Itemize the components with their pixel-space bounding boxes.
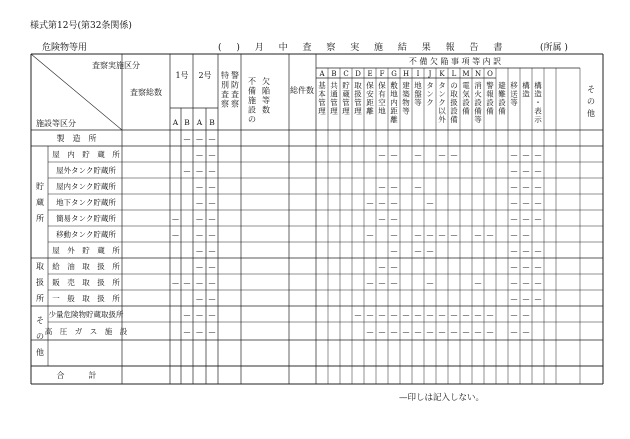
dash-mark: — — [414, 328, 422, 336]
defect-item-label: 貯 — [342, 81, 350, 90]
defect-item-label: 避 — [498, 81, 506, 90]
dash-mark: — — [390, 199, 398, 207]
dash-mark: — — [486, 311, 494, 319]
row-label: 簡易タンク貯蔵所 — [56, 214, 116, 223]
dash-mark: — — [450, 231, 458, 239]
dash-mark: — — [172, 215, 179, 223]
dash-mark: — — [378, 328, 386, 336]
dash-mark: — — [196, 279, 203, 287]
dash-mark: — — [474, 328, 482, 336]
dash-mark: — — [438, 231, 446, 239]
dash-mark: — — [438, 151, 446, 159]
row-label: 少量危険物貯蔵取扱所 — [48, 310, 124, 319]
defect-letter: E — [367, 70, 373, 78]
dash-mark: — — [438, 328, 446, 336]
col-defect-facility: 設 — [248, 105, 256, 115]
defect-header: 不 備 欠 陥 事 項 等 内 訳 — [408, 57, 502, 66]
defect-item-label: 理 — [342, 106, 350, 116]
defect-item-label: 離 — [366, 106, 374, 116]
defect-item-label: 備 — [498, 106, 506, 116]
defect-letter: A — [319, 70, 325, 78]
dash-mark: — — [208, 183, 216, 191]
defect-item-label: 蔵 — [342, 89, 350, 99]
col-sub-label: B — [184, 118, 190, 127]
dash-mark: — — [378, 151, 386, 159]
dash-mark: — — [366, 311, 374, 319]
row-label: 給 油 取 扱 所 — [52, 262, 120, 271]
dash-mark: — — [510, 263, 518, 271]
affiliation-field: (所属 ) — [540, 43, 568, 53]
dash-mark: — — [462, 311, 470, 319]
defect-letter: H — [402, 70, 410, 78]
defect-item-label: 設 — [498, 98, 506, 107]
col-special-inspection: 防 — [231, 80, 239, 90]
group-label: 取 — [36, 262, 44, 271]
dash-mark: — — [208, 279, 216, 287]
col-special-inspection: 査 — [221, 90, 229, 99]
dash-mark: — — [196, 183, 203, 191]
dash-mark: — — [390, 183, 398, 191]
dash-mark: — — [522, 231, 530, 239]
dash-mark: — — [390, 328, 398, 336]
document-title: ( ) 月 中 査 察 実 施 結 果 報 告 書 — [218, 43, 509, 53]
defect-item-label: 理 — [330, 106, 338, 116]
defect-item-label: ク — [438, 98, 446, 107]
defect-item-label: 空 — [378, 98, 386, 107]
defect-item-label: 物 — [402, 98, 410, 107]
dash-mark: — — [378, 279, 386, 287]
defect-item-label: 扱 — [450, 98, 458, 107]
dash-mark: — — [534, 247, 542, 255]
row-label: 屋内タンク貯蔵所 — [56, 182, 116, 191]
defect-item-label: 地 — [378, 106, 386, 116]
defect-item-label: 安 — [366, 89, 374, 99]
dash-mark: — — [438, 311, 446, 319]
col-defect-facility: 不 — [248, 77, 256, 86]
dash-mark: — — [486, 328, 494, 336]
dash-mark: — — [534, 167, 542, 175]
dash-mark: — — [522, 263, 530, 271]
group-label: の — [36, 332, 44, 341]
defect-item-label: 共 — [330, 81, 338, 90]
dash-mark: — — [522, 199, 530, 207]
defect-item-label: 移 — [510, 81, 518, 90]
dash-mark: — — [390, 215, 398, 223]
dash-mark: — — [414, 151, 422, 159]
defect-item-label: 外 — [438, 115, 446, 124]
dash-mark: — — [196, 263, 203, 271]
row-label: 屋 内 貯 蔵 所 — [52, 150, 120, 159]
dash-mark: — — [426, 328, 434, 336]
defect-letter: G — [391, 70, 397, 78]
dash-mark: — — [534, 199, 542, 207]
defect-item-label: 基 — [318, 81, 326, 90]
dash-mark: — — [390, 151, 398, 159]
dash-mark: — — [534, 183, 542, 191]
defect-item-label: 建 — [402, 81, 410, 90]
dash-mark: — — [366, 231, 374, 239]
dash-mark: — — [378, 215, 386, 223]
dash-mark: — — [402, 328, 410, 336]
dash-mark: — — [208, 135, 216, 143]
defect-item-label: 距 — [390, 106, 398, 116]
dash-mark: — — [450, 311, 458, 319]
dash-mark: — — [426, 231, 434, 239]
dash-mark: — — [474, 231, 482, 239]
col-other: 他 — [587, 109, 595, 118]
col-defect-facility: 欠 — [262, 77, 270, 86]
row-label: 屋 外 貯 蔵 所 — [52, 246, 120, 255]
defect-item-label: 表 — [534, 106, 542, 116]
dash-mark: — — [510, 167, 518, 175]
dash-mark: — — [208, 199, 216, 207]
dash-mark: — — [510, 199, 518, 207]
dash-mark: — — [522, 151, 530, 159]
defect-letter: B — [331, 70, 337, 78]
dash-mark: — — [208, 167, 216, 175]
dash-mark: — — [510, 279, 518, 287]
defect-item-label: 通 — [330, 89, 338, 99]
dash-mark: — — [183, 311, 191, 319]
defect-letter: O — [487, 70, 493, 78]
dash-mark: — — [183, 279, 191, 287]
defect-item-label: 内 — [390, 98, 398, 107]
dash-mark: — — [366, 328, 374, 336]
defect-letter: I — [416, 70, 420, 78]
defect-item-label: 地 — [390, 89, 398, 99]
col-sub-label: A — [172, 118, 179, 127]
defect-item-label: 管 — [318, 98, 326, 107]
defect-item-label: 造 — [522, 89, 530, 99]
row-label: 合 計 — [56, 371, 97, 380]
footnote: —印しは記入しない。 — [399, 393, 485, 403]
defect-letter: N — [474, 70, 482, 78]
dash-mark: — — [390, 311, 398, 319]
defect-item-label: 備 — [486, 106, 494, 116]
col-special-inspection: 別 — [221, 80, 229, 90]
dash-mark: — — [534, 295, 542, 303]
dash-mark: — — [196, 215, 203, 223]
defect-item-label: 盤 — [414, 89, 422, 99]
dash-mark: — — [522, 183, 530, 191]
defect-item-label: 管 — [342, 98, 350, 107]
defect-letter: D — [355, 70, 361, 78]
dash-mark: — — [196, 199, 203, 207]
defect-item-label: 示 — [534, 115, 542, 124]
defect-letter: F — [379, 70, 385, 78]
dash-mark: — — [366, 279, 374, 287]
dash-mark: — — [378, 311, 386, 319]
dash-mark: — — [183, 135, 191, 143]
dash-mark: — — [522, 167, 530, 175]
group-label: 蔵 — [36, 198, 44, 207]
defect-item-label: 等 — [402, 106, 410, 116]
defect-item-label: 電 — [462, 81, 470, 90]
defect-item-label: 取 — [354, 81, 362, 90]
defect-item-label: 管 — [354, 98, 362, 107]
col-special-inspection: 察 — [231, 99, 239, 109]
dash-mark: — — [534, 151, 542, 159]
row-label: 製 造 所 — [56, 134, 97, 143]
col-special-inspection: 特 — [221, 71, 229, 80]
dash-mark: — — [510, 328, 518, 336]
group-label: 所 — [36, 294, 44, 303]
dash-mark: — — [522, 311, 530, 319]
defect-letter: L — [451, 70, 457, 78]
col-defect-facility: 陥 — [262, 86, 270, 96]
defect-letter: K — [439, 70, 445, 78]
group-label: 他 — [36, 348, 44, 357]
col-total-items: 総件数 — [290, 86, 314, 95]
defect-item-label: 築 — [402, 89, 410, 99]
defect-item-label: 有 — [378, 89, 386, 99]
defect-item-label: 理 — [318, 106, 326, 116]
col-special-inspection: 査 — [231, 90, 239, 99]
dash-mark: — — [510, 215, 518, 223]
dash-mark: — — [196, 247, 203, 255]
dash-mark: — — [522, 215, 530, 223]
col-sub-label: A — [196, 118, 203, 127]
defect-item-label: 以 — [438, 106, 446, 116]
dash-mark: — — [510, 151, 518, 159]
dash-mark: — — [196, 151, 203, 159]
dash-mark: — — [172, 279, 179, 287]
defect-letter: J — [428, 70, 432, 78]
dash-mark: — — [450, 151, 458, 159]
defect-item-label: 構 — [534, 81, 542, 90]
row-label: 一 般 取 扱 所 — [52, 294, 120, 303]
dash-mark: — — [522, 328, 530, 336]
defect-item-label: 設 — [486, 98, 494, 107]
group-label: 扱 — [36, 278, 44, 287]
defect-item-label: 設 — [462, 98, 470, 107]
col-defect-facility: 数 — [262, 105, 270, 115]
dash-mark: — — [208, 215, 216, 223]
group-label: そ — [36, 316, 44, 325]
defect-item-label: 等 — [474, 115, 482, 124]
col-no2: 2号 — [198, 71, 212, 80]
defect-item-label: 備 — [474, 106, 482, 116]
col-defect-facility: 施 — [248, 96, 256, 105]
dash-mark: — — [426, 311, 434, 319]
defect-item-label: 送 — [510, 89, 518, 99]
dash-mark: — — [450, 328, 458, 336]
dash-mark: — — [208, 328, 216, 336]
defect-item-label: 距 — [366, 98, 374, 107]
dash-mark: — — [208, 311, 216, 319]
defect-item-label: 構 — [522, 81, 530, 90]
defect-item-label: 警 — [486, 81, 494, 90]
dash-mark: — — [462, 328, 470, 336]
dash-mark: — — [390, 279, 398, 287]
dash-mark: — — [378, 199, 386, 207]
corner-bottom-label: 施設等区分 — [36, 119, 76, 128]
dash-mark: — — [426, 247, 434, 255]
defect-letter: M — [462, 70, 470, 78]
dash-mark: — — [378, 263, 386, 271]
row-label: 屋外タンク貯蔵所 — [56, 166, 116, 175]
defect-item-label: 保 — [366, 81, 374, 90]
defect-item-label: 報 — [486, 89, 494, 99]
col-no1: 1号 — [175, 71, 189, 80]
col-other: そ — [587, 85, 595, 94]
dash-mark: — — [208, 263, 216, 271]
dash-mark: — — [390, 247, 398, 255]
defect-item-label: 火 — [474, 89, 482, 99]
defect-item-label: 敷 — [390, 81, 398, 90]
col-defect-facility: 等 — [262, 96, 270, 105]
dash-mark: — — [522, 279, 530, 287]
dash-mark: — — [414, 311, 422, 319]
dash-mark: — — [534, 279, 542, 287]
col-total-count: 査察総数 — [130, 88, 162, 97]
defect-item-label: 本 — [318, 89, 326, 99]
dash-mark: — — [390, 263, 398, 271]
row-label: 販 売 取 扱 所 — [52, 278, 120, 287]
dash-mark: — — [196, 231, 203, 239]
defect-item-label: 地 — [414, 81, 422, 90]
defect-item-label: ン — [438, 89, 446, 99]
dash-mark: — — [402, 311, 410, 319]
defect-item-label: タ — [426, 81, 434, 90]
dash-mark: — — [183, 328, 191, 336]
dash-mark: — — [208, 247, 216, 255]
col-sub-label: B — [209, 118, 215, 127]
dash-mark: — — [534, 263, 542, 271]
dash-mark: — — [510, 311, 518, 319]
dash-mark: — — [474, 279, 482, 287]
col-special-inspection: 察 — [221, 99, 229, 109]
group-label: 所 — [36, 214, 44, 223]
defect-item-label: 取 — [450, 89, 458, 99]
defect-item-label: 造 — [534, 89, 542, 99]
defect-item-label: 理 — [354, 106, 362, 116]
dash-mark: — — [414, 183, 422, 191]
col-defect-facility: の — [248, 115, 256, 124]
defect-item-label: タ — [438, 81, 446, 90]
defect-item-label: 設 — [474, 98, 482, 107]
defect-item-label: ク — [426, 98, 434, 107]
dash-mark: — — [196, 328, 203, 336]
dash-mark: — — [208, 151, 216, 159]
defect-letter: C — [343, 70, 349, 78]
form-number: 様式第12号(第32条関係) — [30, 21, 132, 31]
dash-mark: — — [474, 311, 482, 319]
defect-item-label: 扱 — [354, 89, 362, 99]
dash-mark: — — [414, 231, 422, 239]
col-special-inspection: 警 — [231, 71, 239, 80]
col-defect-facility: 備 — [248, 86, 256, 96]
dash-mark: — — [196, 295, 203, 303]
dash-mark: — — [486, 231, 494, 239]
dash-mark: — — [510, 295, 518, 303]
defect-item-label: 備 — [450, 115, 458, 124]
defect-item-label: 管 — [330, 98, 338, 107]
defect-item-label: 難 — [498, 89, 506, 99]
defect-item-label: 備 — [462, 106, 470, 116]
dash-mark: — — [378, 183, 386, 191]
group-label: 貯 — [36, 182, 44, 191]
col-other: の — [587, 97, 595, 106]
defect-item-label: の — [450, 81, 458, 90]
dash-mark: — — [354, 311, 362, 319]
dash-mark: — — [196, 135, 203, 143]
dash-mark: — — [390, 231, 398, 239]
dash-mark: — — [172, 231, 179, 239]
corner-top-label: 査察実施区分 — [92, 61, 140, 70]
dash-mark: — — [510, 183, 518, 191]
dash-mark: — — [534, 215, 542, 223]
defect-item-label: 設 — [450, 106, 458, 116]
dash-mark: — — [522, 295, 530, 303]
defect-item-label: 消 — [474, 81, 482, 90]
defect-item-label: 保 — [378, 81, 386, 90]
defect-item-label: 等 — [414, 98, 422, 107]
row-label: 高 圧 ガ ス 施 設 — [44, 327, 128, 336]
dash-mark: — — [183, 167, 191, 175]
defect-item-label: ン — [426, 89, 434, 99]
dash-mark: — — [522, 247, 530, 255]
dash-mark: — — [426, 199, 434, 207]
defect-item-label: 離 — [390, 115, 398, 124]
dash-mark: — — [208, 295, 216, 303]
dash-mark: — — [208, 231, 216, 239]
defect-item-label: 気 — [462, 89, 470, 99]
dash-mark: — — [196, 311, 203, 319]
dash-mark: — — [196, 167, 203, 175]
row-label: 地下タンク貯蔵所 — [56, 198, 116, 207]
dash-mark: — — [426, 279, 434, 287]
dash-mark: — — [414, 247, 422, 255]
defect-item-label: 等 — [510, 98, 518, 107]
defect-item-label: ・ — [534, 98, 542, 107]
dash-mark: — — [366, 199, 374, 207]
form-sub-label: 危険物等用 — [42, 43, 88, 53]
dash-mark: — — [510, 247, 518, 255]
row-label: 移動タンク貯蔵所 — [56, 230, 116, 239]
dash-mark: — — [510, 231, 518, 239]
